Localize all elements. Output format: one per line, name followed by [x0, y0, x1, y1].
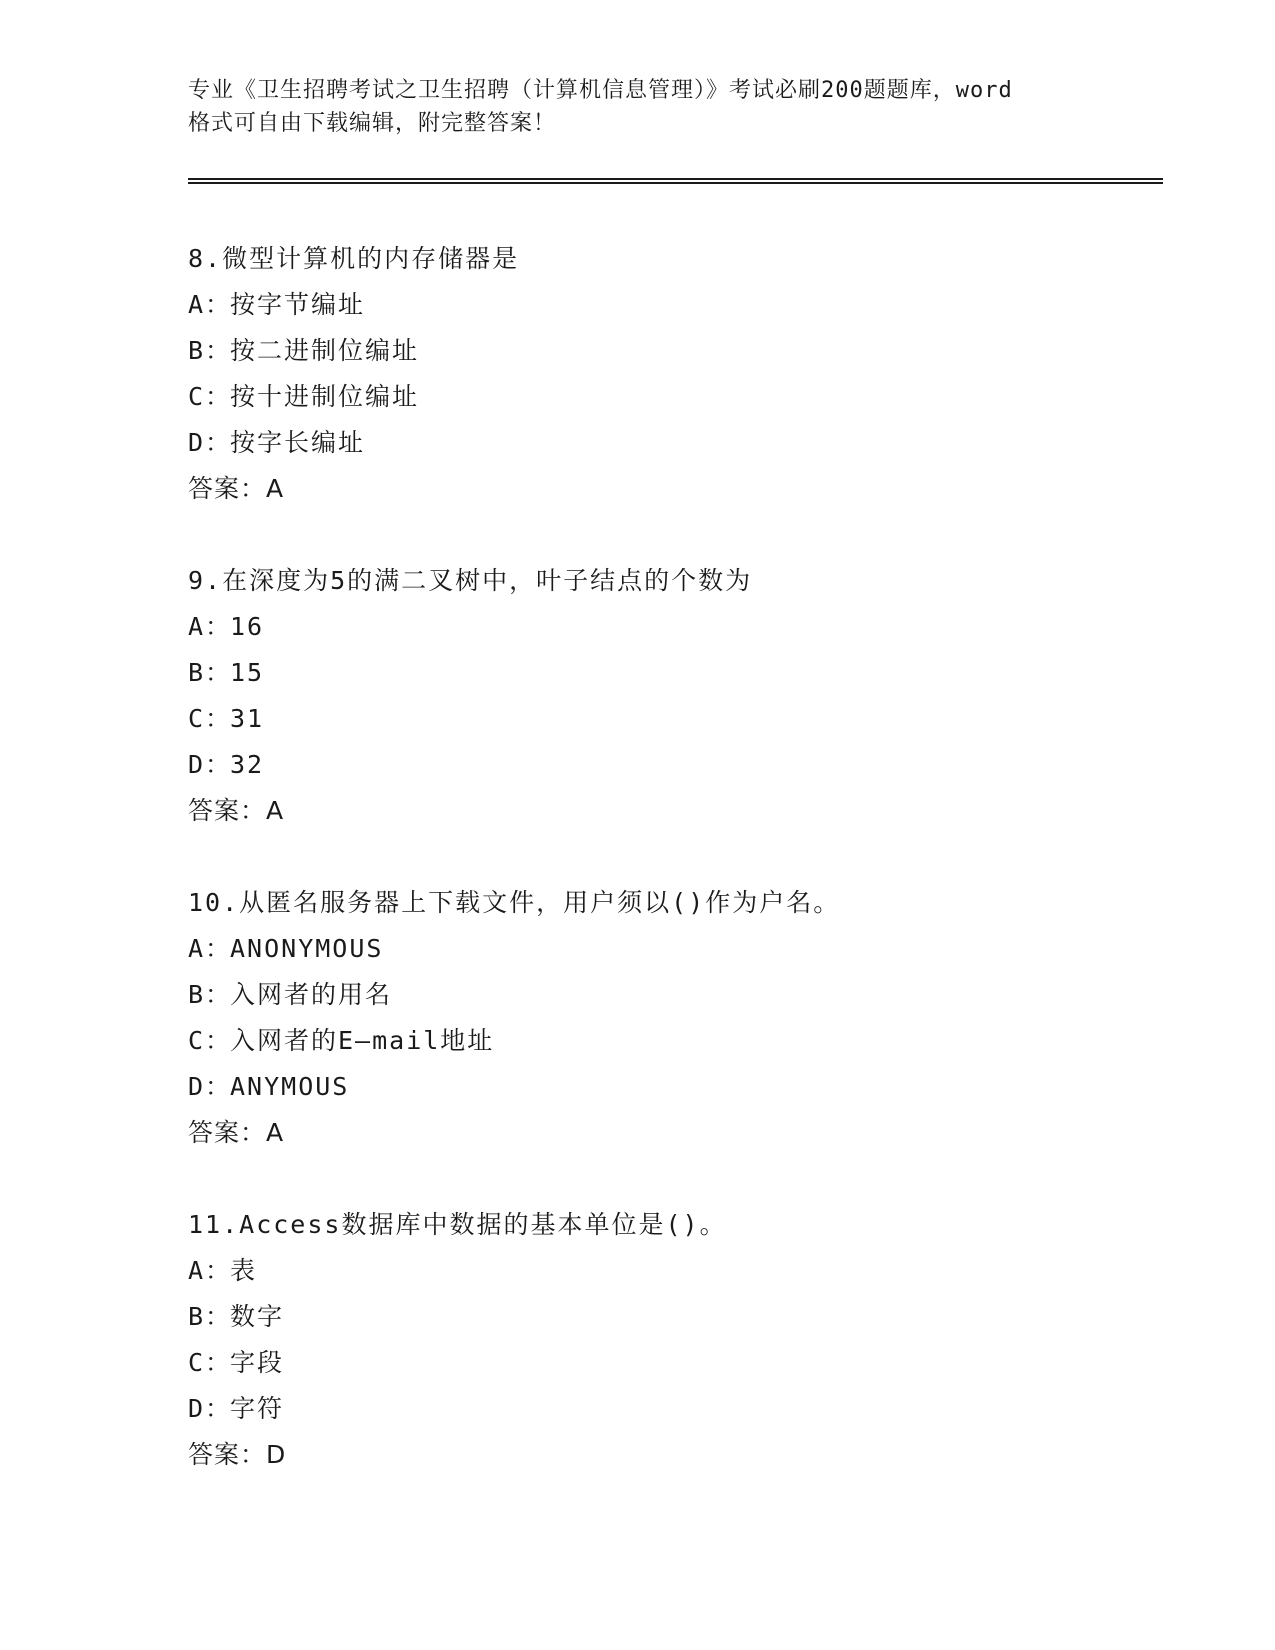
option-b	[188, 972, 1163, 1018]
question-8	[188, 236, 1163, 512]
option-a	[188, 604, 1163, 650]
option-c	[188, 1340, 1163, 1386]
answer-line: 答案：A	[188, 474, 285, 503]
option-letter: A：	[188, 612, 233, 641]
option-letter: A：	[188, 934, 233, 963]
option-text: ANONYMOUS	[230, 934, 384, 963]
option-text: 15	[230, 658, 265, 687]
option-b	[188, 328, 1163, 374]
option-b	[188, 650, 1163, 696]
option-letter: B：	[188, 336, 233, 365]
option-text: 表	[230, 1256, 258, 1285]
option-letter: A：	[188, 290, 233, 319]
question-9	[188, 558, 1163, 834]
option-letter: B：	[188, 658, 233, 687]
option-c	[188, 696, 1163, 742]
option-d	[188, 1386, 1163, 1432]
option-text: 按字长编址	[230, 428, 366, 457]
option-text: 入网者的用名	[230, 980, 393, 1009]
answer-line: 答案：D	[188, 1440, 287, 1469]
option-d	[188, 742, 1163, 788]
option-a	[188, 282, 1163, 328]
question-title: 10.从匿名服务器上下载文件，用户须以()作为户名。	[188, 888, 841, 917]
question-title: 11.Access数据库中数据的基本单位是()。	[188, 1210, 727, 1239]
option-letter: B：	[188, 980, 233, 1009]
option-text: 按十进制位编址	[230, 382, 420, 411]
option-letter: A：	[188, 1256, 233, 1285]
option-text: 32	[230, 750, 265, 779]
option-text: 字段	[230, 1348, 285, 1377]
option-letter: C：	[188, 704, 233, 733]
option-text: 入网者的E—mail地址	[230, 1026, 495, 1055]
option-letter: D：	[188, 1394, 233, 1423]
answer-line: 答案：A	[188, 1118, 285, 1147]
question-11	[188, 1202, 1163, 1478]
question-list	[188, 236, 1163, 1524]
option-text: ANYMOUS	[230, 1072, 350, 1101]
option-d	[188, 1064, 1163, 1110]
option-letter: C：	[188, 1026, 233, 1055]
option-letter: C：	[188, 382, 233, 411]
option-text: 按二进制位编址	[230, 336, 420, 365]
option-d	[188, 420, 1163, 466]
option-letter: C：	[188, 1348, 233, 1377]
option-c	[188, 374, 1163, 420]
option-text: 数字	[230, 1302, 285, 1331]
option-letter: D：	[188, 428, 233, 457]
question-10	[188, 880, 1163, 1156]
option-text: 字符	[230, 1394, 285, 1423]
option-text: 31	[230, 704, 265, 733]
option-letter: B：	[188, 1302, 233, 1331]
option-letter: D：	[188, 750, 233, 779]
option-a	[188, 1248, 1163, 1294]
question-title: 8.微型计算机的内存储器是	[188, 244, 520, 273]
question-title: 9.在深度为5的满二叉树中，叶子结点的个数为	[188, 566, 753, 595]
document-header	[188, 74, 1098, 140]
option-a	[188, 926, 1163, 972]
option-b	[188, 1294, 1163, 1340]
option-text: 16	[230, 612, 265, 641]
option-text: 按字节编址	[230, 290, 366, 319]
header-line-1: 专业《卫生招聘考试之卫生招聘（计算机信息管理）》考试必刷200题题库，word	[188, 78, 1013, 103]
header-line-2: 格式可自由下载编辑，附完整答案！	[188, 111, 557, 136]
header-double-rule	[188, 178, 1163, 184]
option-c	[188, 1018, 1163, 1064]
answer-line: 答案：A	[188, 796, 285, 825]
option-letter: D：	[188, 1072, 233, 1101]
